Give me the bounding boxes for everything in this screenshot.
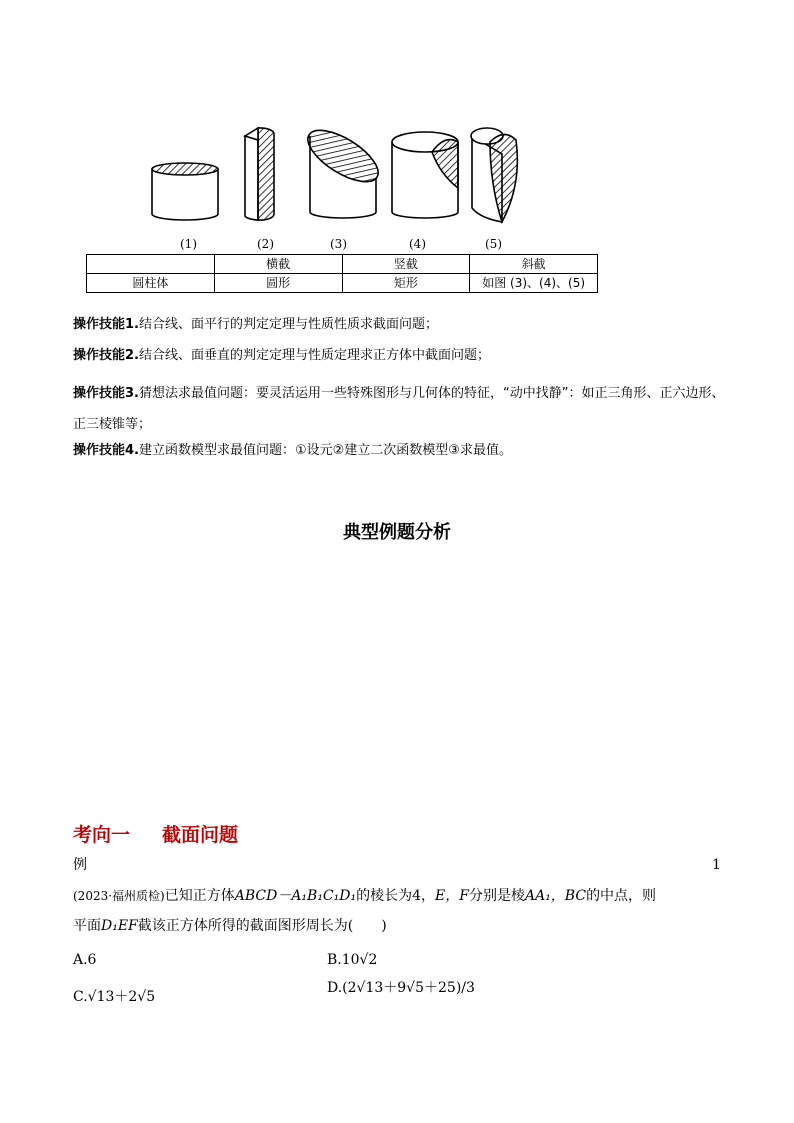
table-header-cell: 斜截 — [470, 255, 598, 274]
skill-label: 操作技能4. — [73, 443, 139, 458]
example-number: 1 — [712, 857, 721, 873]
cylinder-curved-section — [471, 128, 517, 222]
skill-text: 建立函数模型求最值问题：①设元②建立二次函数模型③求最值。 — [138, 443, 512, 458]
table-header-cell — [87, 255, 215, 274]
skill-item-1 — [73, 315, 733, 334]
skill-label: 操作技能3. — [73, 386, 139, 401]
figure-caption-1: (1) — [180, 237, 197, 251]
section-heading: 典型例题分析 — [343, 522, 451, 543]
cylinder-vertical-section — [245, 128, 274, 220]
cylinder-sections-figure — [140, 124, 540, 224]
points-name: E，F — [435, 888, 469, 904]
table-header-cell: 竖截 — [342, 255, 470, 274]
option-a[interactable]: A.6 — [73, 952, 97, 968]
table-cell: 矩形 — [342, 274, 470, 293]
question-text: 截该正方体所得的截面图形周长为( ) — [137, 918, 387, 934]
option-d[interactable]: D.(2√13＋9√5＋25)/3 — [327, 980, 475, 996]
direction-title: 截面问题 — [162, 824, 239, 846]
cylinder-partial-oblique-section — [392, 132, 458, 218]
question-text: 平面 — [73, 918, 101, 934]
edges-name: AA₁，BC — [524, 888, 587, 904]
cylinder-oblique-section — [300, 124, 386, 218]
table-cell: 圆柱体 — [87, 274, 215, 293]
table-header-row — [87, 255, 598, 274]
skill-item-4 — [73, 441, 733, 460]
figure-caption-5: (5) — [485, 237, 502, 251]
question-text: 分别是棱 — [468, 888, 525, 904]
question-text: 的中点，则 — [586, 888, 657, 904]
figure-caption-2: (2) — [257, 237, 274, 251]
skill-label: 操作技能2. — [73, 348, 139, 363]
figure-caption-4: (4) — [409, 237, 426, 251]
table-header-cell: 横截 — [214, 255, 342, 274]
cylinder-horizontal-section — [152, 163, 218, 220]
question-line-1 — [73, 886, 733, 906]
figure-caption-3: (3) — [330, 237, 347, 251]
example-label: 例 — [73, 857, 87, 873]
direction-heading — [73, 820, 238, 847]
section-table — [86, 254, 598, 293]
option-b[interactable]: B.10√2 — [327, 952, 378, 968]
direction-label: 考向一 — [73, 824, 131, 846]
table-cell: 如图 (3)、(4)、(5) — [470, 274, 598, 293]
skill-label: 操作技能1. — [73, 317, 139, 332]
question-line-2 — [73, 916, 387, 936]
skill-text: 猜想法求最值问题：要灵活运用一些特殊图形与几何体的特征，“动中找静”：如正三角形、正六边形、正三棱锥等； — [73, 386, 725, 432]
table-row — [87, 274, 598, 293]
skill-text: 结合线、面垂直的判定定理与性质定理求正方体中截面问题； — [138, 348, 490, 363]
table-cell: 圆形 — [214, 274, 342, 293]
skill-text: 结合线、面平行的判定定理与性质性质求截面问题； — [138, 317, 438, 332]
skill-item-3 — [73, 378, 733, 440]
cube-name: ABCD－A₁B₁C₁D₁ — [234, 888, 357, 904]
option-c[interactable]: C.√13＋2√5 — [73, 989, 156, 1005]
skill-item-2 — [73, 346, 733, 365]
question-source: (2023·福州质检) — [73, 889, 165, 903]
question-text: 的棱长为4， — [356, 888, 436, 904]
plane-name: D₁EF — [101, 918, 138, 934]
question-text: 已知正方体 — [164, 888, 235, 904]
